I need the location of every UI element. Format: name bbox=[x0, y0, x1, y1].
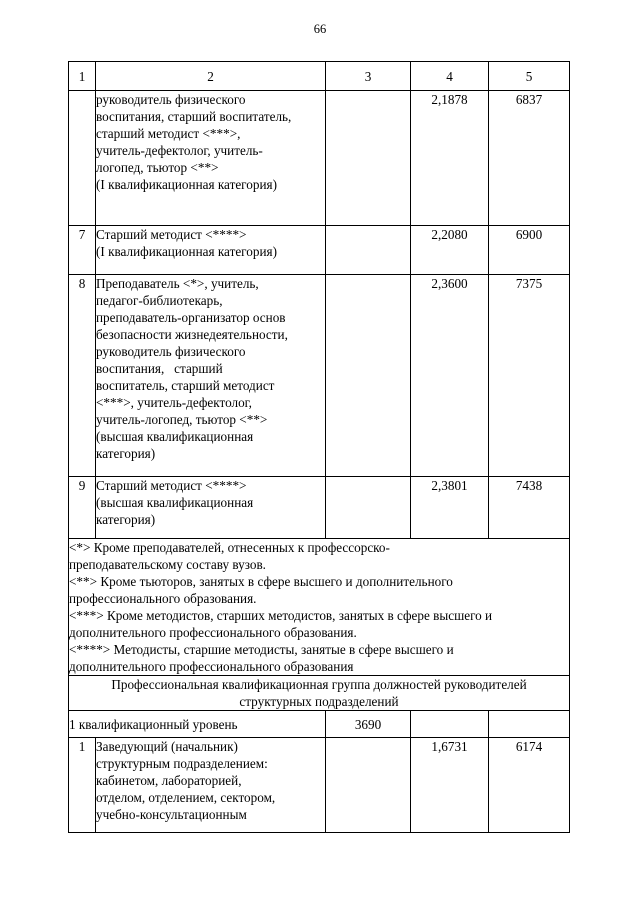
footnote-line: преподавательскому составу вузов. bbox=[69, 557, 266, 572]
position-line: категория) bbox=[96, 512, 156, 527]
position-line: отделом, отделением, сектором, bbox=[96, 790, 276, 805]
position-line: воспитатель, старший методист bbox=[96, 378, 275, 393]
position-line: (I квалификационная категория) bbox=[96, 244, 277, 259]
footnote-line: <***> Кроме методистов, старших методистов, занятых в сфере высшего и bbox=[69, 608, 493, 623]
position-line: Старший методист <****> bbox=[96, 227, 247, 242]
table-row bbox=[69, 275, 570, 477]
position-line: (высшая квалификационная bbox=[96, 429, 254, 444]
position-line: воспитания, старший bbox=[96, 361, 223, 376]
footnote bbox=[69, 539, 569, 573]
table-header-row bbox=[69, 62, 570, 91]
position-cell bbox=[96, 226, 326, 275]
group-title-row bbox=[69, 676, 570, 711]
position-line: (I квалификационная категория) bbox=[96, 177, 277, 192]
qualification-level-salary: 3690 bbox=[326, 711, 411, 738]
coefficient-cell: 2,1878 bbox=[411, 91, 489, 226]
position-line: старший методист <***>, bbox=[96, 126, 241, 141]
position-line: <***>, учитель-дефектолог, bbox=[96, 395, 252, 410]
row-number bbox=[69, 91, 96, 226]
row-number: 9 bbox=[69, 477, 96, 539]
position-line: кабинетом, лабораторией, bbox=[96, 773, 242, 788]
position-line: Заведующий (начальник) bbox=[96, 739, 238, 754]
coefficient-cell: 2,3600 bbox=[411, 275, 489, 477]
footnote-line: <**> Кроме тьюторов, занятых в сфере высшего и дополнительного bbox=[69, 574, 453, 589]
footnote-line: дополнительного профессионального образования bbox=[69, 659, 354, 674]
table-row bbox=[69, 738, 570, 833]
table-row bbox=[69, 226, 570, 275]
footnote bbox=[69, 573, 569, 607]
header-cell-4: 4 bbox=[411, 62, 489, 91]
position-cell bbox=[96, 738, 326, 833]
position-cell bbox=[96, 477, 326, 539]
position-line: логопед, тьютор <**> bbox=[96, 160, 219, 175]
salary-cell: 6174 bbox=[489, 738, 570, 833]
footnote-line: профессионального образования. bbox=[69, 591, 257, 606]
qualification-level-row bbox=[69, 711, 570, 738]
footnote bbox=[69, 607, 569, 641]
position-line: руководитель физического bbox=[96, 92, 246, 107]
row-number: 8 bbox=[69, 275, 96, 477]
empty-cell bbox=[489, 711, 570, 738]
qualification-level-name: 1 квалификационный уровень bbox=[69, 711, 326, 738]
group-title-line: структурных подразделений bbox=[239, 694, 399, 709]
base-salary-cell bbox=[326, 91, 411, 226]
position-cell bbox=[96, 91, 326, 226]
coefficient-cell: 2,2080 bbox=[411, 226, 489, 275]
footnote bbox=[69, 641, 569, 675]
header-cell-1: 1 bbox=[69, 62, 96, 91]
base-salary-cell bbox=[326, 226, 411, 275]
empty-cell bbox=[411, 711, 489, 738]
table-row bbox=[69, 91, 570, 226]
position-line: руководитель физического bbox=[96, 344, 246, 359]
row-number: 1 bbox=[69, 738, 96, 833]
salary-cell: 6837 bbox=[489, 91, 570, 226]
position-line: педагог-библиотекарь, bbox=[96, 293, 223, 308]
position-line: преподаватель-организатор основ bbox=[96, 310, 286, 325]
footnote-line: дополнительного профессионального образования. bbox=[69, 625, 357, 640]
footnote-line: <*> Кроме преподавателей, отнесенных к профессорско- bbox=[69, 540, 390, 555]
base-salary-cell bbox=[326, 477, 411, 539]
salary-table bbox=[68, 61, 570, 833]
position-line: учебно-консультационным bbox=[96, 807, 247, 822]
table-row bbox=[69, 477, 570, 539]
header-cell-3: 3 bbox=[326, 62, 411, 91]
footnotes-row bbox=[69, 539, 570, 676]
position-line: учитель-логопед, тьютор <**> bbox=[96, 412, 268, 427]
row-number: 7 bbox=[69, 226, 96, 275]
position-line: (высшая квалификационная bbox=[96, 495, 254, 510]
position-line: безопасности жизнедеятельности, bbox=[96, 327, 288, 342]
header-cell-2: 2 bbox=[96, 62, 326, 91]
footnotes-cell bbox=[69, 539, 570, 676]
position-line: категория) bbox=[96, 446, 156, 461]
base-salary-cell bbox=[326, 275, 411, 477]
position-line: учитель-дефектолог, учитель- bbox=[96, 143, 263, 158]
group-title bbox=[69, 676, 570, 711]
position-line: воспитания, старший воспитатель, bbox=[96, 109, 292, 124]
coefficient-cell: 2,3801 bbox=[411, 477, 489, 539]
salary-cell: 7375 bbox=[489, 275, 570, 477]
header-cell-5: 5 bbox=[489, 62, 570, 91]
base-salary-cell bbox=[326, 738, 411, 833]
page-number: 66 bbox=[313, 22, 327, 36]
salary-cell: 7438 bbox=[489, 477, 570, 539]
coefficient-cell: 1,6731 bbox=[411, 738, 489, 833]
footnote-line: <****> Методисты, старшие методисты, занятые в сфере высшего и bbox=[69, 642, 454, 657]
group-title-line: Профессиональная квалификационная группа должностей руководителей bbox=[111, 677, 527, 692]
position-line: структурным подразделением: bbox=[96, 756, 268, 771]
position-line: Старший методист <****> bbox=[96, 478, 247, 493]
salary-cell: 6900 bbox=[489, 226, 570, 275]
position-line: Преподаватель <*>, учитель, bbox=[96, 276, 259, 291]
position-cell bbox=[96, 275, 326, 477]
